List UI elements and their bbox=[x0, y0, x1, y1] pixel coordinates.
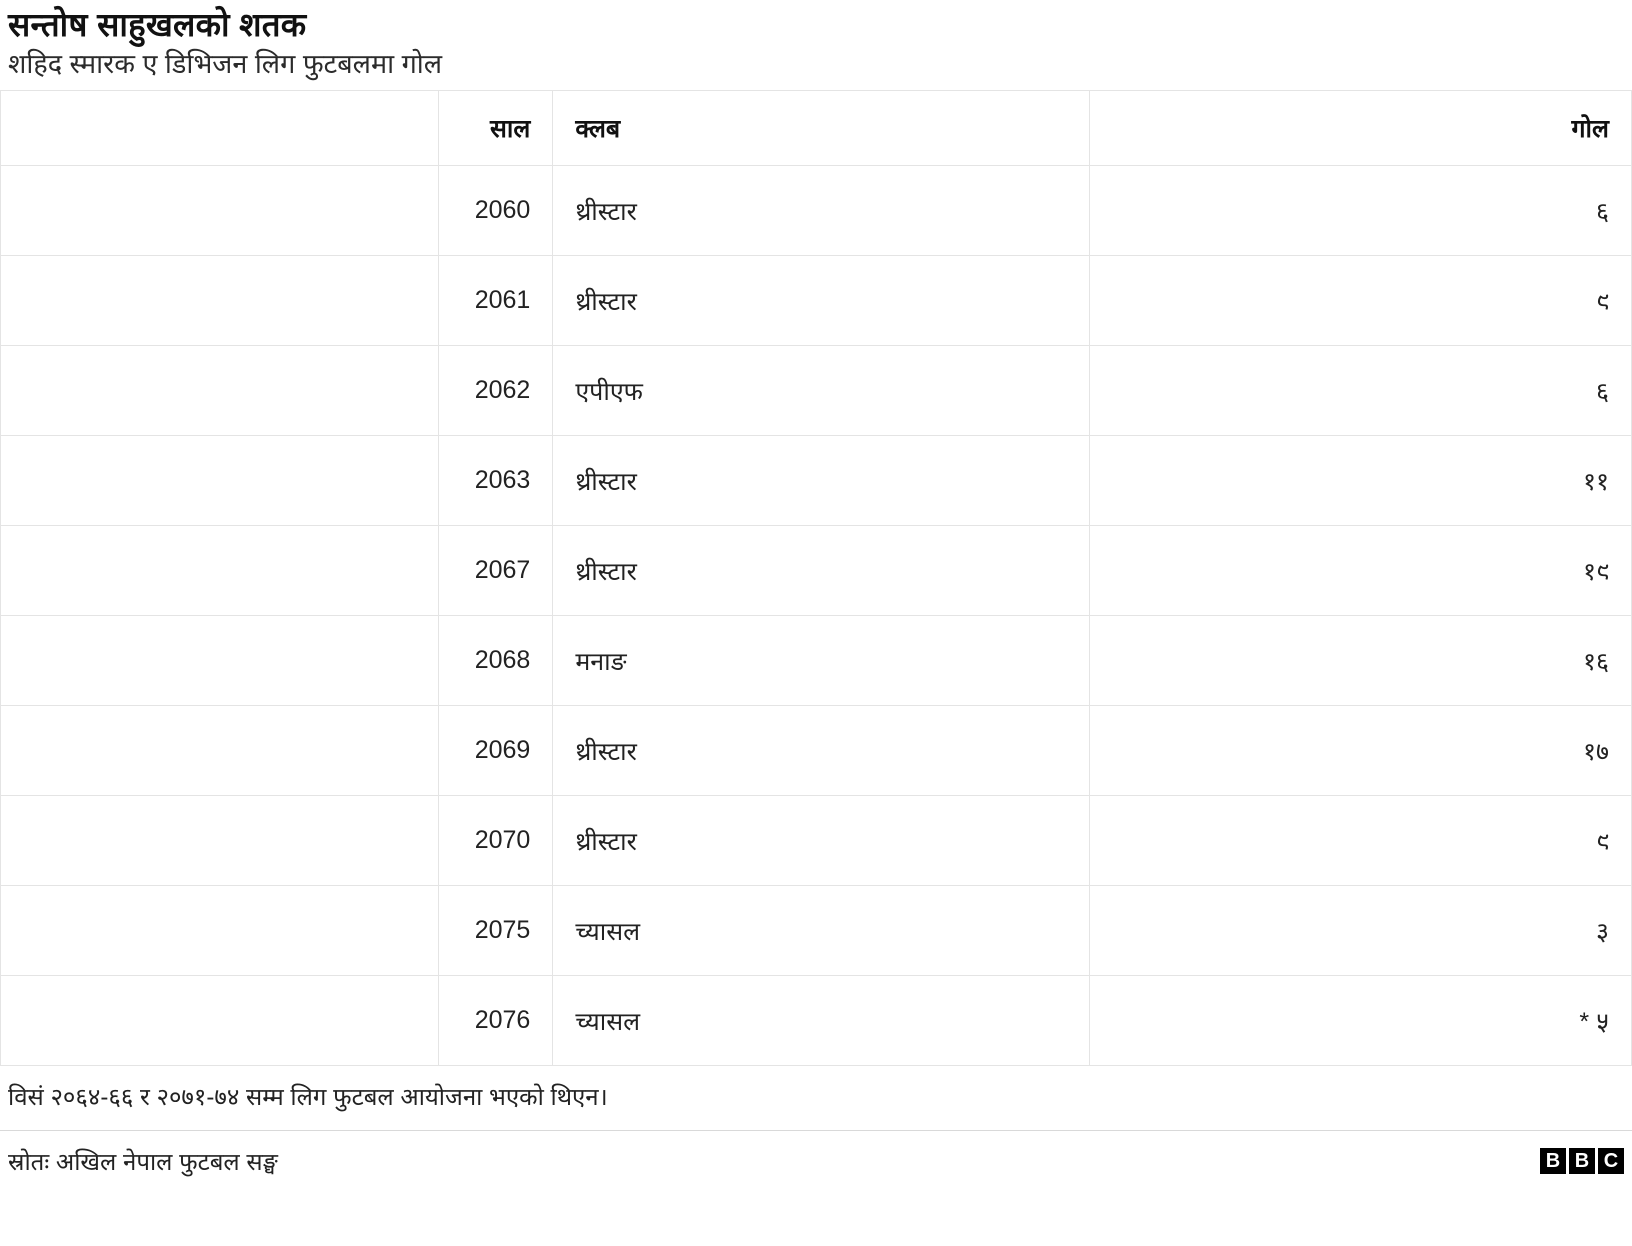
cell-year: 2076 bbox=[438, 976, 553, 1066]
cell-goals: ३ bbox=[1090, 886, 1632, 976]
column-header-year: साल bbox=[438, 91, 553, 166]
table-row bbox=[1, 616, 1632, 706]
cell-goals: १७ bbox=[1090, 706, 1632, 796]
cell-club: च्यासल bbox=[553, 976, 1090, 1066]
source-label: स्रोतः अखिल नेपाल फुटबल सङ्घ bbox=[8, 1148, 278, 1176]
table-footnote: विसं २०६४-६६ र २०७१-७४ सम्म लिग फुटबल आयोजना भएको थिएन। bbox=[0, 1066, 1632, 1130]
table-row bbox=[1, 706, 1632, 796]
cell-year: 2069 bbox=[438, 706, 553, 796]
table-header-row bbox=[1, 91, 1632, 166]
chart-footer bbox=[0, 1131, 1632, 1188]
table-row bbox=[1, 526, 1632, 616]
row-blank-cell bbox=[1, 526, 439, 616]
cell-year: 2067 bbox=[438, 526, 553, 616]
row-blank-cell bbox=[1, 886, 439, 976]
cell-year: 2062 bbox=[438, 346, 553, 436]
row-blank-cell bbox=[1, 976, 439, 1066]
row-blank-cell bbox=[1, 796, 439, 886]
cell-goals: १९ bbox=[1090, 526, 1632, 616]
row-blank-cell bbox=[1, 256, 439, 346]
row-blank-cell bbox=[1, 346, 439, 436]
cell-club: थ्रीस्टार bbox=[553, 436, 1090, 526]
cell-club: थ्रीस्टार bbox=[553, 796, 1090, 886]
bbc-logo bbox=[1540, 1148, 1624, 1174]
table-body bbox=[1, 166, 1632, 1066]
cell-club: थ्रीस्टार bbox=[553, 256, 1090, 346]
cell-goals: ११ bbox=[1090, 436, 1632, 526]
bbc-logo-letter-b2: B bbox=[1569, 1148, 1595, 1174]
cell-goals: ९ bbox=[1090, 796, 1632, 886]
cell-year: 2061 bbox=[438, 256, 553, 346]
table-row bbox=[1, 436, 1632, 526]
table-row bbox=[1, 166, 1632, 256]
cell-club: च्यासल bbox=[553, 886, 1090, 976]
goals-table bbox=[0, 90, 1632, 1066]
row-blank-cell bbox=[1, 616, 439, 706]
table-row bbox=[1, 796, 1632, 886]
cell-goals: * ५ bbox=[1090, 976, 1632, 1066]
cell-year: 2075 bbox=[438, 886, 553, 976]
cell-club: मनाङ bbox=[553, 616, 1090, 706]
cell-goals: १६ bbox=[1090, 616, 1632, 706]
bbc-logo-letter-b1: B bbox=[1540, 1148, 1566, 1174]
cell-club: थ्रीस्टार bbox=[553, 706, 1090, 796]
table-row bbox=[1, 256, 1632, 346]
cell-club: थ्रीस्टार bbox=[553, 526, 1090, 616]
cell-year: 2070 bbox=[438, 796, 553, 886]
column-header-blank bbox=[1, 91, 439, 166]
cell-club: थ्रीस्टार bbox=[553, 166, 1090, 256]
bbc-logo-letter-c: C bbox=[1598, 1148, 1624, 1174]
cell-goals: ६ bbox=[1090, 346, 1632, 436]
table-row bbox=[1, 886, 1632, 976]
column-header-goals: गोल bbox=[1090, 91, 1632, 166]
page-subtitle: शहिद स्मारक ए डिभिजन लिग फुटबलमा गोल bbox=[8, 48, 443, 79]
cell-goals: ६ bbox=[1090, 166, 1632, 256]
cell-year: 2060 bbox=[438, 166, 553, 256]
table-header bbox=[1, 91, 1632, 166]
table-row bbox=[1, 976, 1632, 1066]
page-title: सन्तोष साहुखलको शतक bbox=[8, 6, 307, 43]
column-header-club: क्लब bbox=[553, 91, 1090, 166]
cell-year: 2068 bbox=[438, 616, 553, 706]
row-blank-cell bbox=[1, 706, 439, 796]
cell-club: एपीएफ bbox=[553, 346, 1090, 436]
table-row bbox=[1, 346, 1632, 436]
cell-goals: ९ bbox=[1090, 256, 1632, 346]
row-blank-cell bbox=[1, 436, 439, 526]
cell-year: 2063 bbox=[438, 436, 553, 526]
row-blank-cell bbox=[1, 166, 439, 256]
